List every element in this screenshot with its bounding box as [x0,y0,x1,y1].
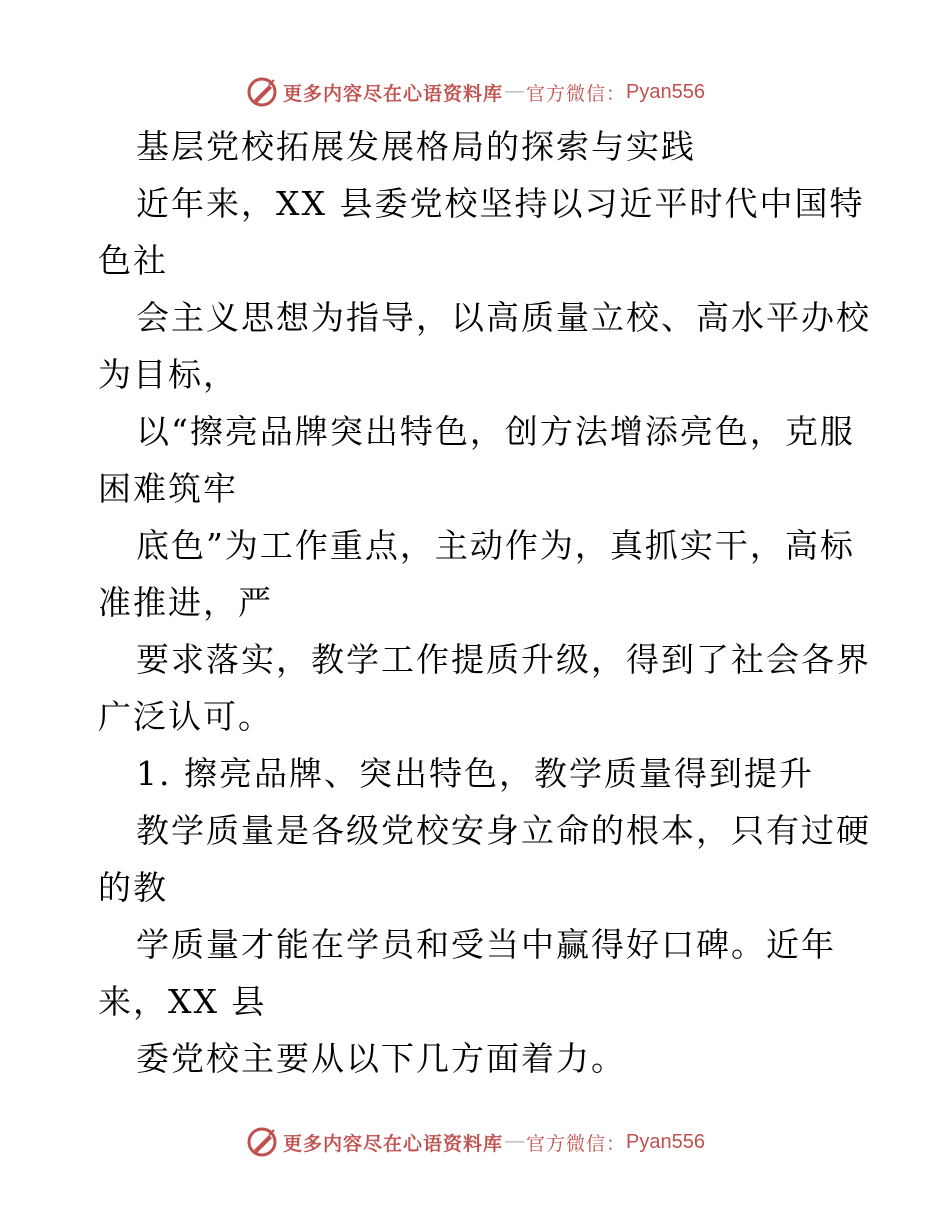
watermark-wechat-id: Pyan556 [626,1130,705,1153]
paragraph-line: 以“擦亮品牌突出特色，创方法增添亮色，克服 [136,412,855,451]
paragraph-line: 困难筑牢 [98,469,238,508]
paragraph-line: 要求落实，教学工作提质升级，得到了社会各界 [136,640,871,679]
quill-pen-logo-icon [245,75,279,109]
document-title: 基层党校拓展发展格局的探索与实践 [136,127,696,166]
footer-watermark [0,1122,950,1162]
paragraph-line: 会主义思想为指导，以高质量立校、高水平办校 [136,298,871,337]
watermark-separator: — [505,81,525,102]
section-heading: 1. 擦亮品牌、突出特色，教学质量得到提升 [136,754,814,793]
paragraph-line: 教学质量是各级党校安身立命的根本，只有过硬 [136,811,871,850]
paragraph-line: 底色”为工作重点，主动作为，真抓实干，高标 [136,526,855,565]
paragraph-line: 学质量才能在学员和受当中赢得好口碑。近年 [136,925,836,964]
paragraph-line: 色社 [98,241,168,280]
watermark-separator: — [505,1131,525,1152]
paragraph-line: 来，XX 县 [98,982,267,1021]
paragraph-line: 为目标， [98,355,238,394]
paragraph-line: 准推进，严 [98,583,273,622]
watermark-wechat-label: 官方微信： [526,1132,627,1155]
paragraph-line: 的教 [98,868,168,907]
paragraph-line: 近年来，XX 县委党校坚持以习近平时代中国特 [136,184,865,223]
header-watermark [0,72,950,112]
watermark-slogan: 更多内容尽在心语资料库 [283,82,504,105]
paragraph-line: 委党校主要从以下几方面着力。 [136,1039,626,1078]
watermark-wechat-label: 官方微信： [526,82,627,105]
paragraph-line: 广泛认可。 [98,697,273,736]
watermark-slogan: 更多内容尽在心语资料库 [283,1132,504,1155]
watermark-wechat-id: Pyan556 [626,80,705,103]
document-body [98,118,871,1087]
quill-pen-logo-icon [245,1125,279,1159]
